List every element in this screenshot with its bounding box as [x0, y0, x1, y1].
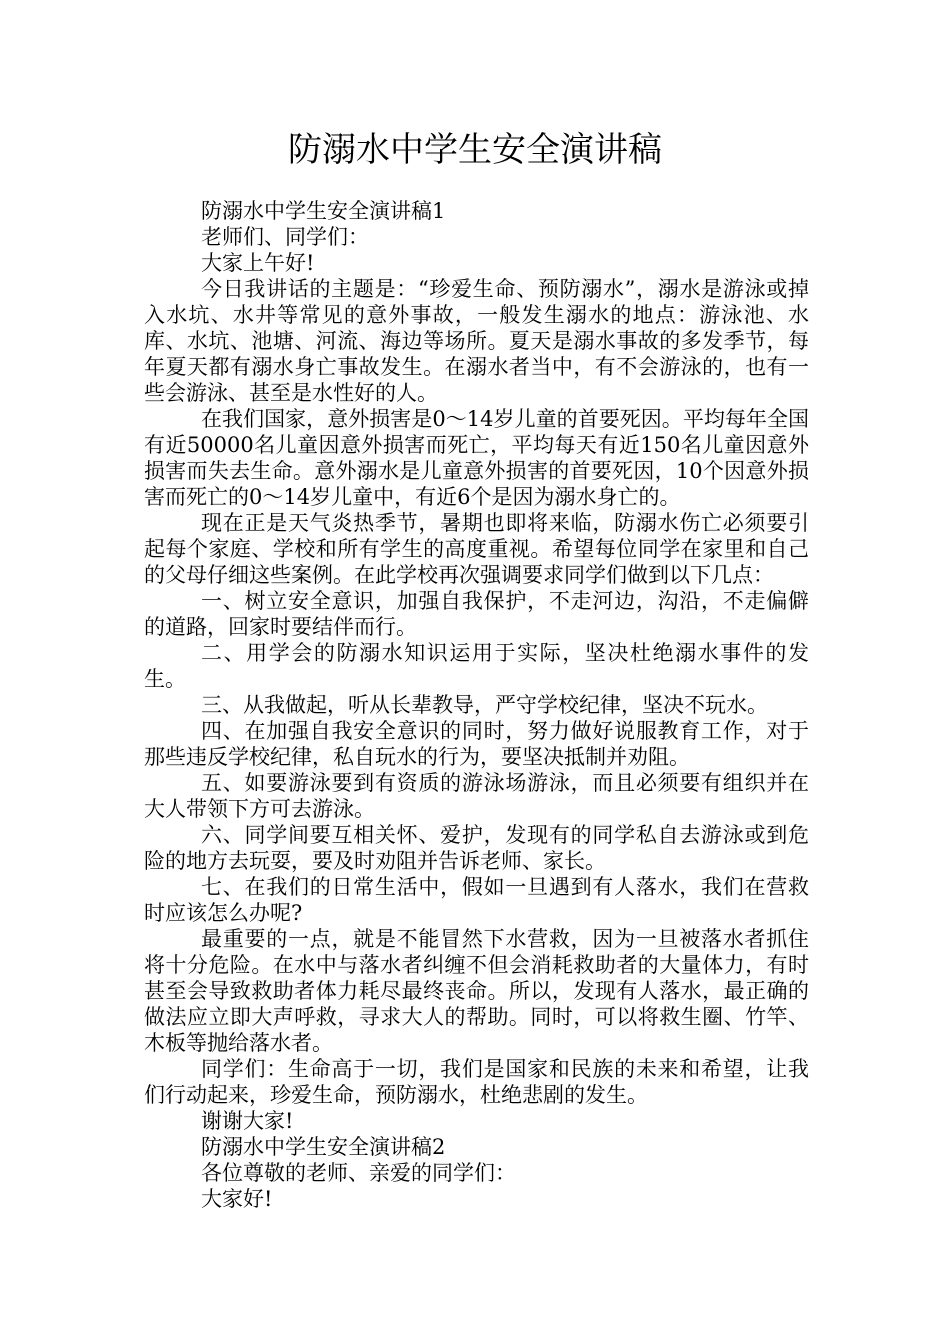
- paragraph: 今日我讲话的主题是：“珍爱生命、预防溺水”，溺水是游泳或掉入水坑、水井等常见的意外事故，一般发生溺水的地点：游泳池、水库、水坑、池塘、河流、海边等场所。夏天是溺水事故的多发季节，每年夏天都有溺水身亡事故发生。在溺水者当中，有不会游泳的，也有一些会游泳、甚至是水性好的人。: [144, 277, 809, 405]
- paragraph: 同学们：生命高于一切，我们是国家和民族的未来和希望，让我们行动起来，珍爱生命，预防溺水，杜绝悲剧的发生。: [144, 1057, 809, 1107]
- paragraph: 五、如要游泳要到有资质的游泳场游泳，而且必须要有组织并在大人带领下方可去游泳。: [144, 771, 809, 821]
- paragraph: 防溺水中学生安全演讲稿1: [201, 199, 446, 223]
- paragraph: 七、在我们的日常生活中，假如一旦遇到有人落水，我们在营救时应该怎么办呢?: [144, 875, 809, 925]
- paragraph: 各位尊敬的老师、亲爱的同学们：: [201, 1161, 516, 1185]
- paragraph: 谢谢大家!: [201, 1109, 294, 1133]
- paragraph: 四、在加强自我安全意识的同时，努力做好说服教育工作，对于那些违反学校纪律，私自玩水的行为，要坚决抵制并劝阻。: [144, 719, 809, 769]
- document-title: 防溺水中学生安全演讲稿: [288, 130, 662, 170]
- paragraph: 老师们、同学们：: [201, 225, 369, 249]
- paragraph: 一、树立安全意识，加强自我保护，不走河边，沟沿，不走偏僻的道路，回家时要结伴而行。: [144, 589, 809, 639]
- paragraph: 防溺水中学生安全演讲稿2: [201, 1135, 446, 1159]
- paragraph: 现在正是天气炎热季节，暑期也即将来临，防溺水伤亡必须要引起每个家庭、学校和所有学生的高度重视。希望每位同学在家里和自己的父母仔细这些案例。在此学校再次强调要求同学们做到以下几点：: [144, 511, 809, 587]
- paragraph: 最重要的一点，就是不能冒然下水营救，因为一旦被落水者抓住将十分危险。在水中与落水者纠缠不但会消耗救助者的大量体力，有时甚至会导致救助者体力耗尽最终丧命。所以，发现有人落水，最正确的做法应立即大声呼救，寻求大人的帮助。同时，可以将救生圈、竹竿、木板等抛给落水者。: [144, 927, 809, 1055]
- paragraph: 在我们国家，意外损害是0～14岁儿童的首要死因。平均每年全国有近50000名儿童因意外损害而死亡，平均每天有近150名儿童因意外损害而失去生命。意外溺水是儿童意外损害的首要死因，10个因意外损害而死亡的0～14岁儿童中，有近6个是因为溺水身亡的。: [144, 407, 809, 509]
- paragraph: 二、用学会的防溺水知识运用于实际，坚决杜绝溺水事件的发生。: [144, 641, 809, 691]
- paragraph: 六、同学间要互相关怀、爱护，发现有的同学私自去游泳或到危险的地方去玩耍，要及时劝阻并告诉老师、家长。: [144, 823, 809, 873]
- document-body: [144, 198, 809, 1212]
- paragraph: 三、从我做起，听从长辈教导，严守学校纪律，坚决不玩水。: [201, 693, 768, 717]
- paragraph: 大家好!: [201, 1187, 273, 1211]
- paragraph: 大家上午好!: [201, 251, 315, 275]
